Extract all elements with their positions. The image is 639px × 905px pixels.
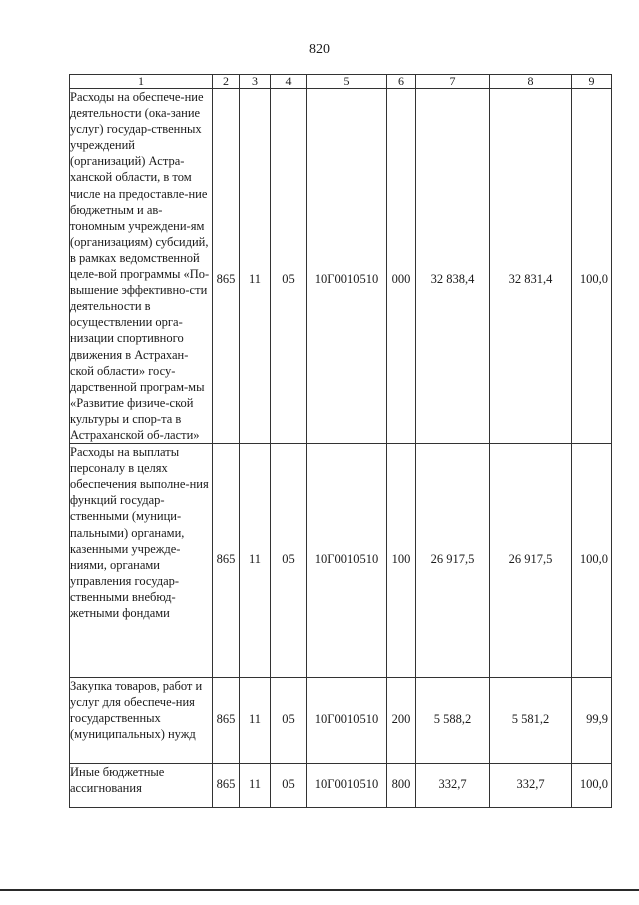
table-row — [70, 444, 612, 678]
row-description: Расходы на обеспече-ние деятельности (ока-зание услуг) государ-ственных учреждений (организаций) Астра-ханской области, в том числе на предоставле-ние бюджетным и ав-тономным учреждени-ям (организациям) субсидий, в рамках ведомственной целе-вой программы «По-вышение эффективно-сти деятельности в осуществлении орга-низации спортивного движения в Астрахан-ской области» госу-дарственной програм-мы «Развитие физиче-ской культуры и спор-та в Астраханской об-ласти» — [70, 89, 213, 444]
cell-planned: 332,7 — [438, 777, 467, 792]
cell-percent: 100,0 — [579, 272, 608, 286]
cell-subsection: 05 — [282, 552, 295, 567]
header-col-4: 4 — [271, 75, 307, 89]
cell-admin-code: 865 — [216, 552, 236, 567]
row-description: Иные бюджетные ассигнования — [70, 764, 213, 808]
header-col-9: 9 — [572, 75, 612, 89]
cell-planned: 26 917,5 — [430, 552, 475, 567]
cell-target-article: 10Г0010510 — [314, 777, 379, 792]
cell-section: 11 — [248, 712, 262, 727]
cell-subsection: 05 — [282, 777, 295, 792]
cell-subsection: 05 — [282, 272, 295, 286]
cell-actual: 332,7 — [516, 777, 545, 792]
cell-target-article: 10Г0010510 — [314, 552, 379, 567]
cell-planned: 32 838,4 — [430, 272, 475, 286]
cell-admin-code: 865 — [216, 272, 236, 286]
cell-admin-code: 865 — [216, 712, 236, 727]
cell-percent: 100,0 — [579, 552, 608, 567]
header-col-8: 8 — [490, 75, 572, 89]
cell-expense-type: 100 — [391, 552, 411, 567]
header-col-2: 2 — [213, 75, 240, 89]
row-description: Расходы на выплаты персоналу в целях обеспечения выполне-ния функций государ-ственными (муници-пальными) органами, казенными учрежде-ниями, органами управления государ-ственными внебюд-жетными фондами — [70, 444, 213, 678]
page-bottom-rule — [0, 889, 639, 891]
cell-percent: 100,0 — [579, 777, 608, 792]
header-col-7: 7 — [416, 75, 490, 89]
cell-expense-type: 000 — [391, 272, 411, 286]
cell-percent: 99,9 — [586, 712, 608, 727]
header-col-3: 3 — [240, 75, 271, 89]
cell-expense-type: 800 — [391, 777, 411, 792]
cell-target-article: 10Г0010510 — [314, 272, 379, 286]
row-description: Закупка товаров, работ и услуг для обеспече-ния государственных (муниципальных) нужд — [70, 678, 213, 764]
cell-actual: 32 831,4 — [508, 272, 553, 286]
cell-target-article: 10Г0010510 — [314, 712, 379, 727]
budget-table — [69, 74, 612, 808]
cell-planned: 5 588,2 — [433, 712, 472, 727]
cell-section: 11 — [248, 552, 262, 567]
header-col-6: 6 — [387, 75, 416, 89]
header-col-1: 1 — [70, 75, 213, 89]
cell-section: 11 — [248, 777, 262, 792]
page-number: 820 — [309, 42, 330, 57]
cell-subsection: 05 — [282, 712, 295, 727]
cell-actual: 26 917,5 — [508, 552, 553, 567]
table-row — [70, 764, 612, 808]
cell-admin-code: 865 — [216, 777, 236, 792]
header-col-5: 5 — [307, 75, 387, 89]
cell-actual: 5 581,2 — [511, 712, 550, 727]
cell-expense-type: 200 — [391, 712, 411, 727]
table-row — [70, 89, 612, 444]
table-row — [70, 678, 612, 764]
table-header-row — [70, 75, 612, 89]
cell-section: 11 — [248, 272, 262, 286]
